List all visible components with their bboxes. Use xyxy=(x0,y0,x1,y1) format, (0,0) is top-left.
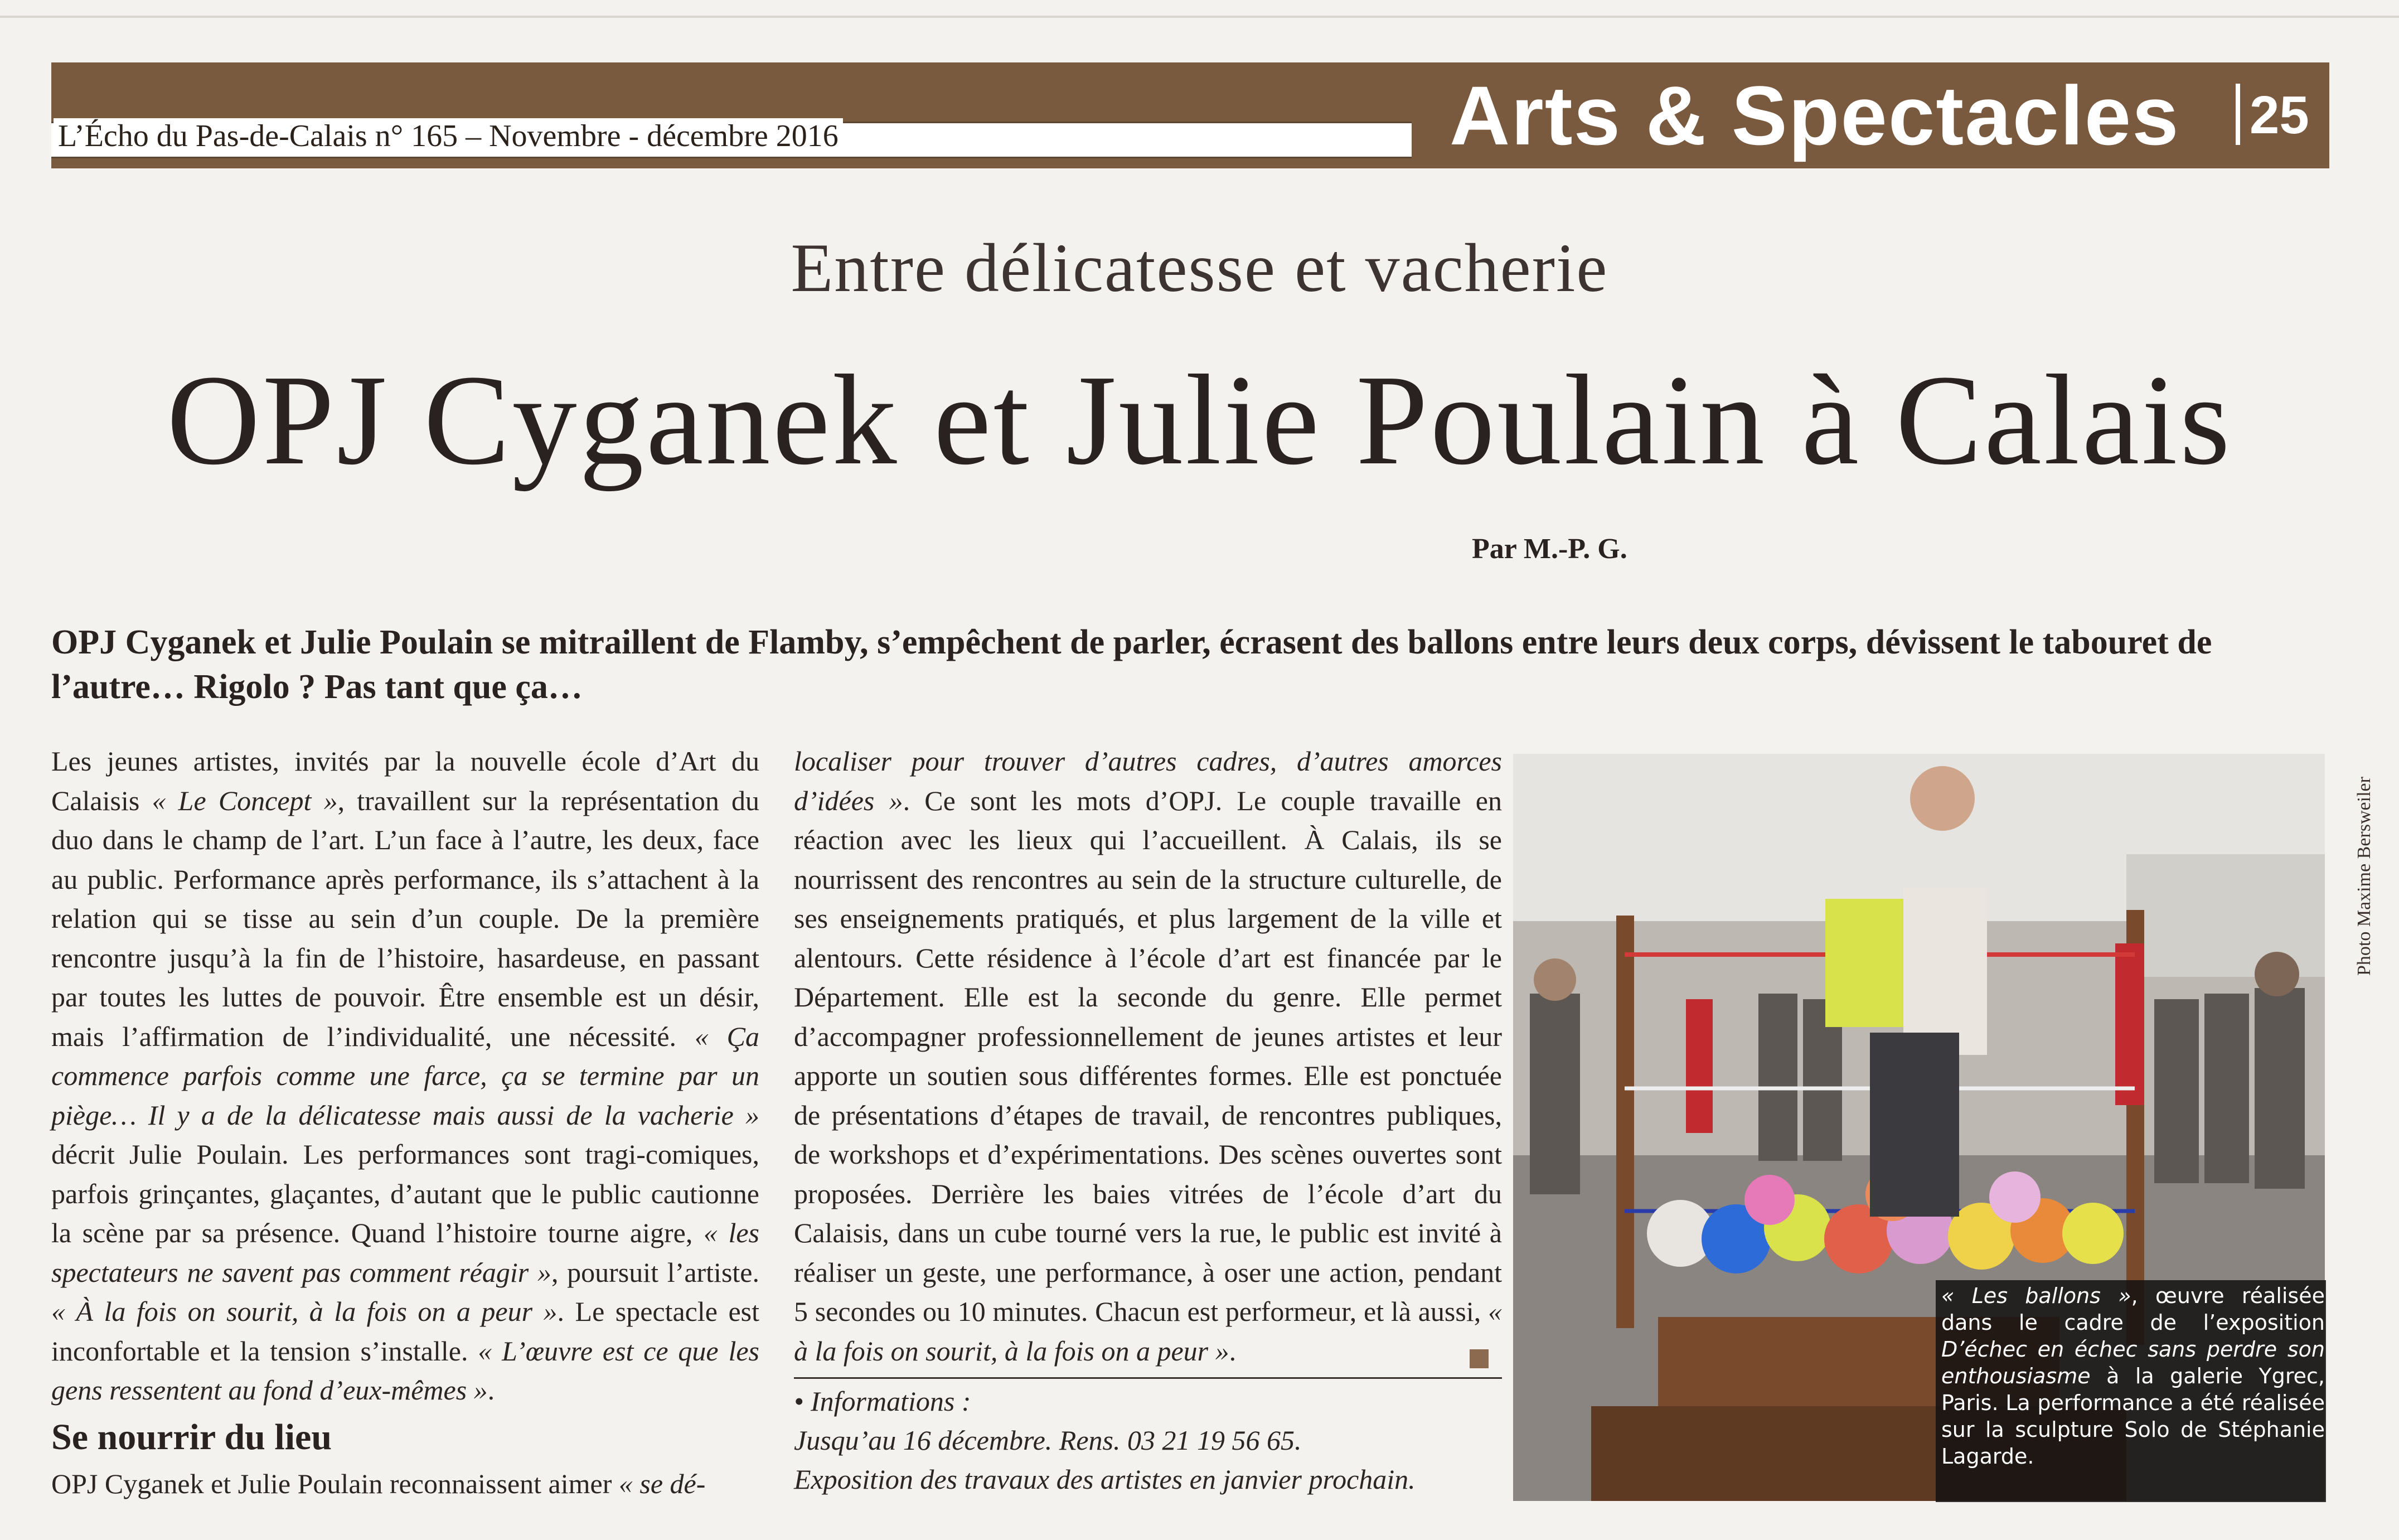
text-run: OPJ Cyganek et Julie Poulain reconnaissent aimer xyxy=(51,1468,619,1499)
info-title: • Informations : xyxy=(794,1386,971,1417)
quote-run: « Le Concept » xyxy=(152,784,338,816)
photo-credit-text: Photo Maxime Bersweiler xyxy=(2354,777,2374,976)
text-run: , poursuit l’artiste. xyxy=(551,1256,759,1288)
photo-credit xyxy=(2333,764,2374,976)
article-kicker: Entre délicatesse et vacherie xyxy=(791,230,1608,306)
quote-run: localiser pour trouver d’autres cadres, d’autres amorces d’idées » xyxy=(794,745,1502,816)
caption-run: à la galerie Ygrec, Paris. La performance a été réalisée sur la sculpture Solo de Stéphanie Lagarde. xyxy=(1941,1364,2325,1469)
photo-caption xyxy=(1941,1282,2325,1470)
article-byline: Par M.-P. G. xyxy=(1472,533,1627,565)
quote-run: « se dé- xyxy=(618,1468,706,1499)
quote-run: « Ça commence parfois comme une farce, ça se termine par un piège… Il y a de la délicatesse mais aussi de la vacherie » xyxy=(51,1020,759,1131)
column-1-tail xyxy=(51,1464,759,1503)
text-run: Les jeunes artistes, invités par la nouvelle école d’Art du Calaisis xyxy=(51,745,759,816)
issue-line: L’Écho du Pas-de-Calais n° 165 – Novembre - décembre 2016 xyxy=(54,118,843,154)
scan-border xyxy=(0,16,2399,18)
text-run: . xyxy=(1229,1335,1237,1367)
article-column-2 xyxy=(794,742,1502,1370)
text-run: , travaillent sur la représentation du duo dans le champ de l’art. L’un face à l’autre, les deux, face au public. Performance après performance, ils s’attachent à la relation qui se tisse au sein d’un couple. De la première rencontre jusqu’à la fin de l’histoire, hasardeuse, en passant par toutes les luttes de pouvoir. Être ensemble est un désir, mais l’affirmation de l’individualité, une nécessité. xyxy=(51,784,759,1052)
quote-run: « L’œuvre est ce que les gens ressentent au fond d’eux-mêmes » xyxy=(51,1335,759,1406)
end-of-article-mark xyxy=(1470,1349,1489,1368)
caption-title: « Les ballons » xyxy=(1941,1284,2131,1308)
quote-run: « à la fois on sourit, à la fois on a peur » xyxy=(794,1296,1502,1367)
page-number: 25 xyxy=(2250,85,2309,145)
info-exhibition: Exposition des travaux des artistes en janvier prochain. xyxy=(794,1464,1416,1495)
text-run: décrit Julie Poulain. Les performances sont tragi-comiques, parfois grinçantes, glaçantes, d’autant que le public cautionne la scène par sa présence. Quand l’histoire tourne aigre, xyxy=(51,1139,759,1248)
article-subhead: Se nourrir du lieu xyxy=(51,1417,332,1457)
text-run: . Le spectacle est inconfortable et la tension s’installe. xyxy=(51,1296,759,1367)
section-separator xyxy=(2236,84,2240,145)
text-run: . Ce sont les mots d’OPJ. Le couple travaille en réaction avec les lieux qui l’accueillent. À Calais, ils se nourrissent des rencontres au sein de la structure culturelle, de ses enseignements pratiqués, et plus largement de la ville et alentours. Cette résidence à l’école d’art est financée par le Département. Elle est la seconde du genre. Elle permet d’accompagner professionnellement de jeunes artistes et leur apporte un soutien sous différentes formes. Elle est ponctuée de présentations d’étapes de travail, de rencontres publiques, de workshops et d’expérimentations. Des scènes ouvertes sont proposées. Derrière les baies vitrées de l’école d’art du Calaisis, dans un cube tourné vers la rue, le public est invité à réaliser un geste, une performance, à oser une action, pendant 5 secondes ou 10 minutes. Chacun est performeur, et là aussi, xyxy=(794,784,1502,1327)
article-lede: OPJ Cyganek et Julie Poulain se mitraillent de Flamby, s’empêchent de parler, écrasent des ballons entre leurs deux corps, dévissent le tabouret de l’autre… Rigolo ? Pas tant que ça… xyxy=(51,623,2212,706)
section-title: Arts & Spectacles xyxy=(1450,69,2180,162)
info-divider xyxy=(794,1377,1502,1379)
quote-run: « les spectateurs ne savent pas comment réagir » xyxy=(51,1217,759,1288)
column-2-paragraph xyxy=(794,742,1502,1370)
column-1-paragraph xyxy=(51,742,759,1410)
text-run: . xyxy=(487,1374,495,1406)
quote-run: « À la fois on sourit, à la fois on a peur » xyxy=(51,1296,558,1327)
caption-run: , œuvre réalisée dans le cadre de l’exposition xyxy=(1941,1284,2325,1335)
info-box xyxy=(794,1382,1513,1499)
info-dates: Jusqu’au 16 décembre. Rens. 03 21 19 56 65. xyxy=(794,1425,1302,1456)
caption-exhibition: D’échec en échec sans perdre son enthousiasme xyxy=(1941,1337,2325,1388)
article-column-1 xyxy=(51,742,759,1410)
article-headline: OPJ Cyganek et Julie Poulain à Calais xyxy=(167,348,2232,492)
